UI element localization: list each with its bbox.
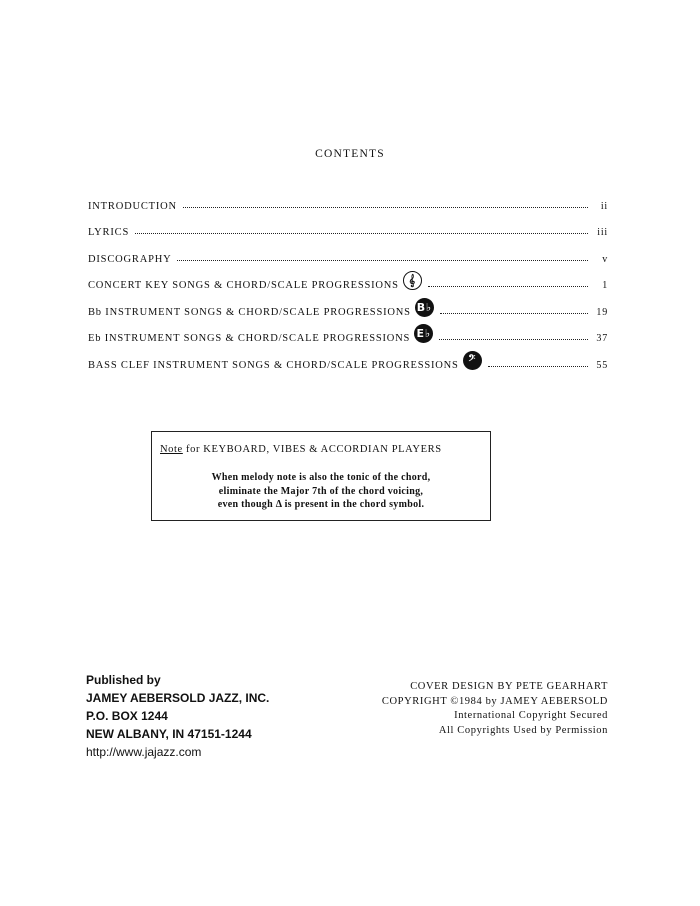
publisher-line: Published by (86, 673, 161, 687)
toc-label: Bb INSTRUMENT SONGS & CHORD/SCALE PROGRESSIONS (88, 306, 411, 318)
toc-label: CONCERT KEY SONGS & CHORD/SCALE PROGRESSIONS (88, 280, 399, 291)
note-line: eliminate the Major 7th of the chord voicing, (218, 485, 424, 497)
dot-leader (439, 338, 588, 340)
dot-leader (440, 312, 588, 314)
treble-clef-icon: 𝄞 (403, 271, 422, 290)
note-body (152, 471, 490, 512)
publisher-address: P.O. BOX 1244 (86, 709, 168, 723)
note-label: Note (160, 444, 183, 455)
toc-entry-introduction (88, 185, 608, 212)
dot-leader (177, 259, 588, 261)
toc-label: Eb INSTRUMENT SONGS & CHORD/SCALE PROGRESSIONS (88, 333, 411, 344)
toc-entry-bass-clef (88, 344, 608, 371)
publisher-url: http://www.jajazz.com (86, 745, 202, 759)
toc-page-number: 1 (602, 280, 608, 291)
credit-line: All Copyrights Used by Permission (438, 724, 608, 736)
note-heading (160, 444, 442, 455)
credit-line: COPYRIGHT ©1984 by JAMEY AEBERSOLD (381, 695, 608, 707)
toc-page-number: v (602, 253, 608, 265)
publisher-name: JAMEY AEBERSOLD JAZZ, INC. (86, 691, 270, 705)
publisher-info (86, 671, 269, 761)
toc-page-number: ii (600, 200, 608, 212)
note-line: When melody note is also the tonic of the chord, (211, 472, 431, 483)
bass-clef-icon: 𝄢 (463, 351, 482, 370)
note-box (151, 431, 491, 521)
toc-entry-eb-instrument (88, 318, 608, 345)
toc-page-number: 37 (596, 333, 608, 344)
toc-page-number: 55 (596, 359, 608, 371)
publisher-city: NEW ALBANY, IN 47151-1244 (86, 727, 252, 741)
dot-leader (183, 206, 588, 208)
credit-line: International Copyright Secured (454, 710, 608, 721)
toc-page-number: iii (597, 227, 608, 238)
note-line: even though Δ is present in the chord symbol. (217, 499, 425, 510)
toc-entry-lyrics (88, 212, 608, 239)
dot-leader (428, 285, 588, 287)
dot-leader (488, 365, 588, 367)
toc-label: BASS CLEF INSTRUMENT SONGS & CHORD/SCALE PROGRESSIONS (88, 359, 459, 371)
toc-entry-bb-instrument (88, 291, 608, 318)
b-flat-badge-icon: B♭ (415, 298, 434, 317)
e-flat-badge-icon: E♭ (414, 324, 433, 343)
toc-entry-concert-key (88, 265, 608, 292)
credit-line: COVER DESIGN BY PETE GEARHART (410, 681, 608, 692)
dot-leader (135, 232, 588, 234)
note-heading-text: for KEYBOARD, VIBES & ACCORDIAN PLAYERS (182, 444, 442, 455)
toc-label: INTRODUCTION (88, 200, 177, 212)
toc-page-number: 19 (596, 306, 608, 318)
toc-entry-discography (88, 238, 608, 265)
table-of-contents (88, 185, 608, 371)
credits (382, 680, 608, 738)
toc-label: DISCOGRAPHY (88, 253, 172, 265)
toc-label: LYRICS (88, 227, 130, 238)
contents-title: CONTENTS (315, 148, 385, 160)
